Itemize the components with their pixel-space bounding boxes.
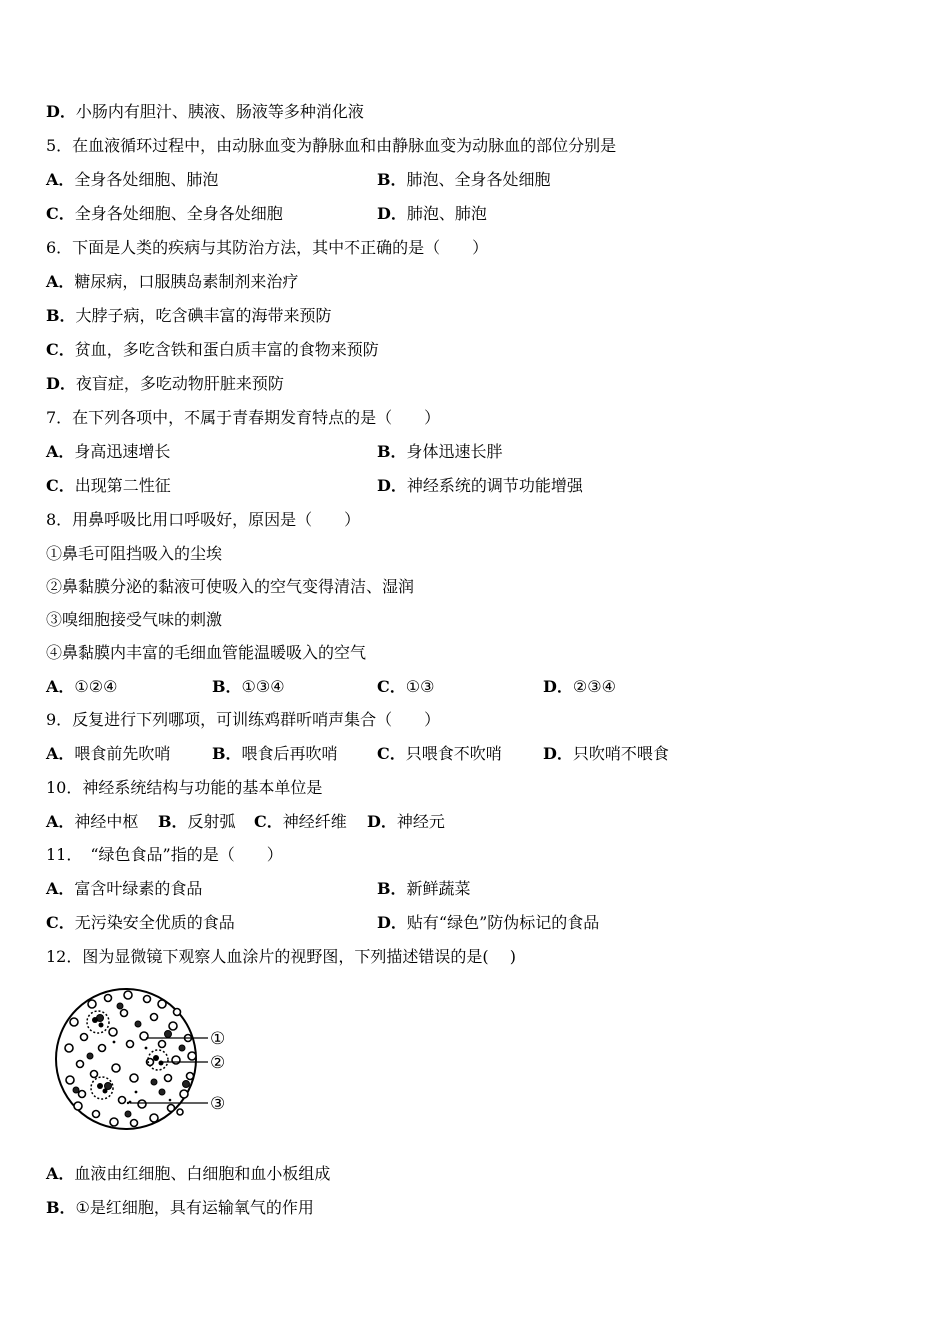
q9-option-c xyxy=(377,744,502,764)
q8-item-4: ④鼻黏膜内丰富的毛细血管能温暖吸入的空气 xyxy=(46,643,367,662)
option-label: B． xyxy=(212,677,242,696)
q8-stem: 8．用鼻呼吸比用口呼吸好，原因是（ ） xyxy=(46,510,361,529)
q7-option-d xyxy=(377,476,583,496)
option-text: 全身各处细胞、全身各处细胞 xyxy=(74,204,283,223)
option-label: A． xyxy=(46,677,75,696)
q5-stem: 5．在血液循环过程中，由动脉血变为静脉血和由静脉血变为动脉血的部位分别是 xyxy=(46,136,617,155)
option-text: 无污染安全优质的食品 xyxy=(74,913,235,932)
q10-option-b xyxy=(158,812,236,832)
option-label: C． xyxy=(254,812,283,831)
option-label: D． xyxy=(367,812,397,831)
option-text: ①③ xyxy=(405,677,435,696)
q5-option-a xyxy=(46,170,218,190)
option-text: 身体迅速长胖 xyxy=(406,442,503,461)
q12-option-a xyxy=(46,1164,330,1184)
option-label: D． xyxy=(377,476,407,495)
option-label: D． xyxy=(377,204,407,223)
q8-item-2: ②鼻黏膜分泌的黏液可使吸入的空气变得清洁、湿润 xyxy=(46,577,415,596)
option-label: C． xyxy=(46,913,75,932)
q7-option-c xyxy=(46,476,171,496)
q9-option-a xyxy=(46,744,170,764)
option-label: B． xyxy=(377,879,407,898)
option-label: A． xyxy=(46,879,75,898)
blood-smear-figure xyxy=(50,982,240,1140)
q10-option-d xyxy=(367,812,445,832)
q8-option-c xyxy=(377,677,434,697)
q8-item-1: ①鼻毛可阻挡吸入的尘埃 xyxy=(46,544,223,563)
figure-label-2: ② xyxy=(210,1053,226,1073)
option-text: 只喂食不吹哨 xyxy=(405,744,502,763)
q5-option-c xyxy=(46,204,283,224)
option-label: D． xyxy=(46,374,76,393)
option-label: A． xyxy=(46,170,75,189)
option-text: 出现第二性征 xyxy=(74,476,171,495)
option-label: B． xyxy=(377,442,407,461)
q9-option-d xyxy=(543,744,669,764)
option-text: 身高迅速增长 xyxy=(74,442,171,461)
q6-option-c xyxy=(46,340,379,360)
option-text: 新鲜蔬菜 xyxy=(406,879,471,898)
option-label: D． xyxy=(543,744,573,763)
q8-item-3: ③嗅细胞接受气味的刺激 xyxy=(46,610,223,629)
option-label: B． xyxy=(377,170,407,189)
option-label: B． xyxy=(46,1198,76,1217)
figure-label-3: ③ xyxy=(210,1094,226,1114)
option-text: 贴有“绿色”防伪标记的食品 xyxy=(406,913,600,932)
option-text: 肺泡、肺泡 xyxy=(406,204,487,223)
q9-option-b xyxy=(212,744,338,764)
option-text: 小肠内有胆汁、胰液、肠液等多种消化液 xyxy=(75,102,364,121)
q6-option-a xyxy=(46,272,298,292)
option-text: 富含叶绿素的食品 xyxy=(74,879,203,898)
blood-smear-drawing xyxy=(50,982,240,1140)
q12-stem: 12．图为显微镜下观察人血涂片的视野图，下列描述错误的是( ) xyxy=(46,947,516,966)
option-text: 夜盲症，多吃动物肝脏来预防 xyxy=(75,374,284,393)
q11-option-a xyxy=(46,879,202,899)
option-label: C． xyxy=(46,476,75,495)
option-text: 神经纤维 xyxy=(282,812,347,831)
q5-option-d xyxy=(377,204,487,224)
q5-option-b xyxy=(377,170,551,190)
option-label: D． xyxy=(46,102,76,121)
q10-stem: 10．神经系统结构与功能的基本单位是 xyxy=(46,778,323,797)
option-label: A． xyxy=(46,812,75,831)
q4-option-d xyxy=(46,102,364,122)
option-label: D． xyxy=(543,677,573,696)
option-label: A． xyxy=(46,744,75,763)
q12-option-b xyxy=(46,1198,314,1218)
option-label: A． xyxy=(46,442,75,461)
option-label: A． xyxy=(46,272,75,291)
q11-stem: 11． “绿色食品”指的是（ ） xyxy=(46,845,283,864)
option-label: B． xyxy=(46,306,76,325)
option-text: 贫血，多吃含铁和蛋白质丰富的食物来预防 xyxy=(74,340,379,359)
option-text: 血液由红细胞、白细胞和血小板组成 xyxy=(74,1164,331,1183)
option-text: 大脖子病，吃含碘丰富的海带来预防 xyxy=(75,306,332,325)
q10-option-c xyxy=(254,812,347,832)
q7-stem: 7．在下列各项中，不属于青春期发育特点的是（ ） xyxy=(46,408,441,427)
option-text: 喂食前先吹哨 xyxy=(74,744,171,763)
option-text: ①③④ xyxy=(241,677,285,696)
q6-option-d xyxy=(46,374,284,394)
q11-option-b xyxy=(377,879,471,899)
option-text: 神经系统的调节功能增强 xyxy=(406,476,583,495)
q9-stem: 9．反复进行下列哪项，可训练鸡群听哨声集合（ ） xyxy=(46,710,441,729)
option-text: 喂食后再吹哨 xyxy=(241,744,338,763)
option-text: 神经元 xyxy=(396,812,445,831)
option-label: A． xyxy=(46,1164,75,1183)
option-text: 反射弧 xyxy=(187,812,236,831)
q11-option-d xyxy=(377,913,599,933)
option-text: 神经中枢 xyxy=(74,812,139,831)
option-label: B． xyxy=(158,812,188,831)
option-label: C． xyxy=(377,677,406,696)
q11-option-c xyxy=(46,913,235,933)
q6-option-b xyxy=(46,306,332,326)
option-text: 肺泡、全身各处细胞 xyxy=(406,170,551,189)
option-label: C． xyxy=(46,204,75,223)
option-text: 糖尿病，口服胰岛素制剂来治疗 xyxy=(74,272,299,291)
q8-option-d xyxy=(543,677,616,697)
q8-option-b xyxy=(212,677,285,697)
option-label: D． xyxy=(377,913,407,932)
option-text: ②③④ xyxy=(572,677,616,696)
option-label: B． xyxy=(212,744,242,763)
q7-option-a xyxy=(46,442,170,462)
option-text: 全身各处细胞、肺泡 xyxy=(74,170,219,189)
option-label: C． xyxy=(377,744,406,763)
figure-label-1: ① xyxy=(210,1029,226,1049)
option-text: 只吹哨不喂食 xyxy=(572,744,669,763)
q8-option-a xyxy=(46,677,117,697)
option-text: ①是红细胞，具有运输氧气的作用 xyxy=(75,1198,314,1217)
q6-stem: 6．下面是人类的疾病与其防治方法，其中不正确的是（ ） xyxy=(46,238,489,257)
option-text: ①②④ xyxy=(74,677,118,696)
q7-option-b xyxy=(377,442,503,462)
q10-option-a xyxy=(46,812,138,832)
option-label: C． xyxy=(46,340,75,359)
